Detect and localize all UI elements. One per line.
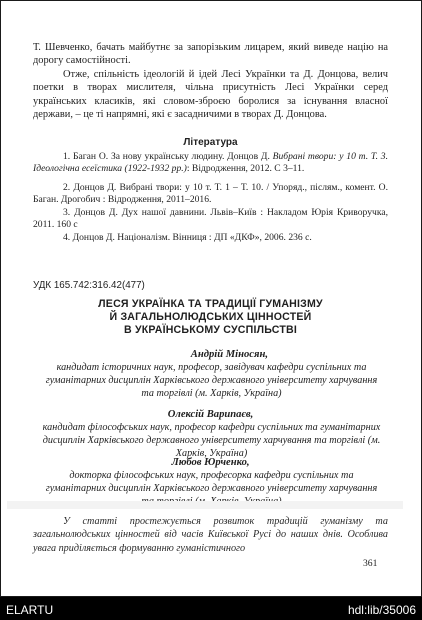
author-name: Любов Юрченко, [171, 457, 250, 468]
article-title-line: В УКРАЇНСЬКОМУ СУСПІЛЬСТВІ [123, 324, 298, 337]
reference-text: 1. Баган О. За нову українську людину. Донцов Д. [63, 151, 273, 162]
literature-heading: Література [183, 137, 238, 148]
udk-code: УДК 165.742:316.42(477) [33, 280, 145, 291]
intro-paragraph-1: Т. Шевченко, бачать майбутнє за запорізьким лицарем, який виведе націю на дорогу самостійності. [33, 42, 388, 67]
author-affiliation: кандидат історичних наук, професор, завідувач кафедри суспільних та гуманітарних дисциплін Харківського державного університету харчування та торгівлі (м. Харків, Україна) [45, 362, 378, 399]
repository-name: ELARTU [6, 603, 54, 617]
reference-item [33, 207, 388, 232]
intro-paragraph-2: Отже, спільність ідеологій й ідей Лесі Українки та Д. Донцова, велич поетки в творах мислителя, чільна присутність Лесі Українки серед українських класиків, які словом-зброєю боролися за існування власної держави, – це ті напрямні, які є засадничими в творах Д. Донцова. [33, 69, 388, 120]
reference-item [33, 151, 388, 176]
repository-footer [0, 597, 422, 620]
article-title [33, 298, 388, 338]
reference-item [33, 232, 388, 244]
handle-id: hdl:lib/35006 [347, 603, 416, 617]
reference-italic-text: Вибрані твори: у 10 т. Т. 3. Ідеологічна есеїстика (1922-1932 рр.) [33, 151, 388, 175]
author-name: Андрій Міносян, [190, 349, 268, 360]
reference-text: 2. Донцов Д. Вибрані твори: у 10 т. Т. 1 – Т. 10. / Упоряд., післям., комент. О. Баган. Дрогобич : Відродження, 2011–2016. [33, 182, 388, 206]
reference-text: 4. Донцов Д. Націоналізм. Вінниця : ДП «ДКФ», 2006. 236 с. [63, 232, 312, 243]
author-name: Олексій Варипаєв, [167, 409, 254, 420]
reference-item [33, 182, 388, 207]
reference-text: : Відродження, 2012. С 3–11. [186, 163, 305, 175]
page-number: 361 [363, 558, 378, 569]
article-title-line: ЛЕСЯ УКРАЇНКА ТА ТРАДИЦІЇ ГУМАНІЗМУ [98, 298, 323, 310]
author-affiliation: кандидат філософських наук, професор кафедри суспільних та гуманітарних дисциплін Харківського державного університету харчування та торгівлі (м. Харків, Україна) [42, 422, 381, 459]
abstract-text: У статті простежується розвиток традицій гуманізму та загальнолюдських цінностей від часів Київської Русі до наших днів. Особлива увага приділяється формуванню гуманістичного [33, 516, 388, 554]
abstract-shading [7, 501, 403, 509]
author-affiliation: докторка філософських наук, професорка кафедри суспільних та гуманітарних дисциплін Харківського державного університету харчування [45, 470, 378, 494]
article-title-line: Й ЗАГАЛЬНОЛЮДСЬКИХ ЦІННОСТЕЙ [109, 311, 312, 324]
reference-text: 3. Донцов Д. Дух нашої давнини. Львів–Київ : Накладом Юрія Криворучка, 2011. 160 с [33, 207, 388, 231]
